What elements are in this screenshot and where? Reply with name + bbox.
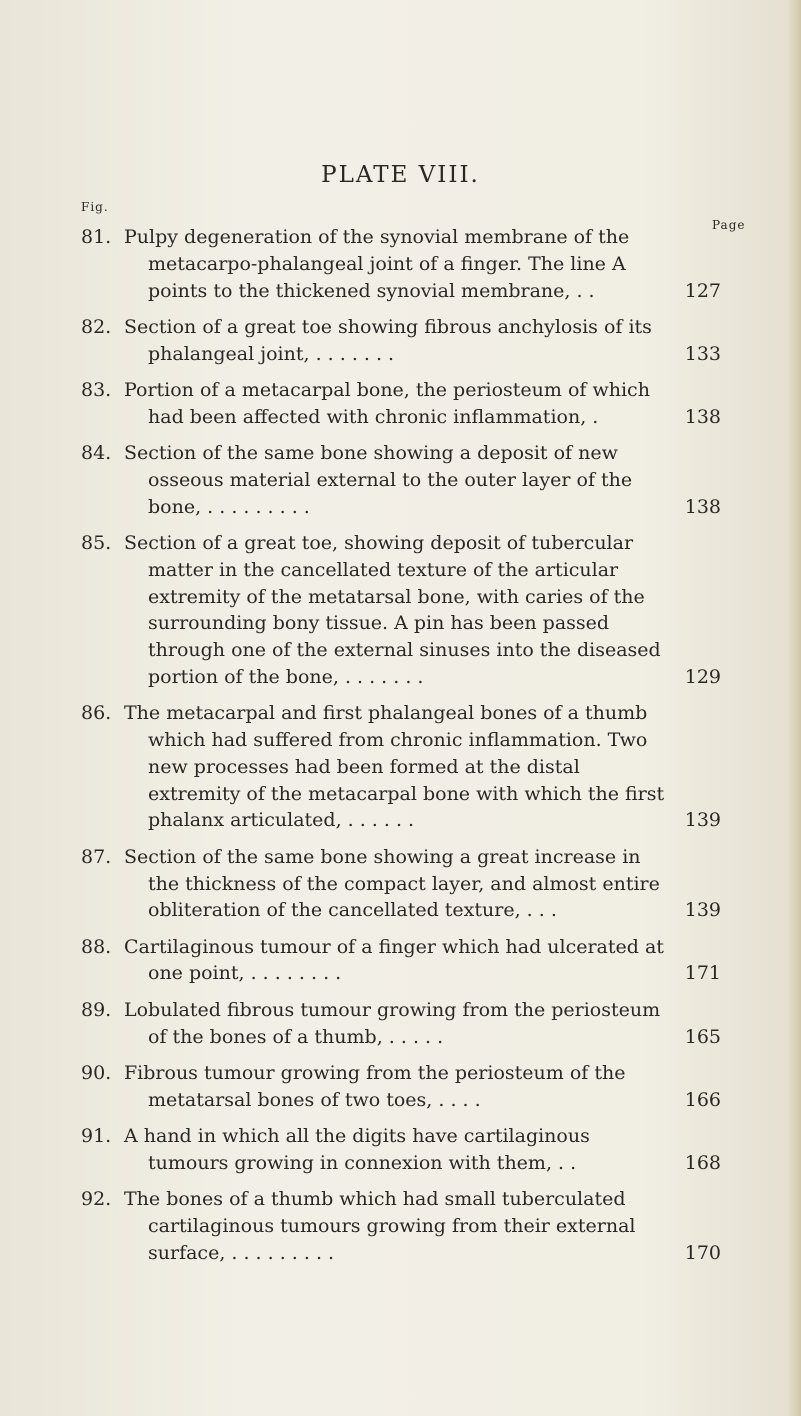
figure-description: The metacarpal and first phalangeal bones of a thumb which had suffered from chronic inflammation. Two new processes had been formed at the distal extremity of the metacarpal bone with which the first phalanx articulated, . . . . . . bbox=[124, 702, 665, 832]
list-item bbox=[81, 224, 721, 304]
figure-description: Fibrous tumour growing from the periosteum of the metatarsal bones of two toes, . . . . bbox=[124, 1061, 626, 1111]
figure-number: 89. bbox=[81, 998, 112, 1021]
figure-description: Portion of a metacarpal bone, the periosteum of which had been affected with chronic inflammation, . bbox=[124, 378, 650, 428]
list-item bbox=[81, 700, 721, 834]
figure-description: A hand in which all the digits have cartilaginous tumours growing in connexion with them, . . bbox=[124, 1124, 590, 1174]
page-number: 170 bbox=[684, 1241, 721, 1264]
figure-description: Section of the same bone showing a great increase in the thickness of the compact layer, and almost entire obliteration of the cancellated texture, . . . bbox=[124, 845, 660, 922]
page-number: 133 bbox=[684, 342, 721, 365]
page-edge-shadow bbox=[787, 0, 801, 1416]
list-item bbox=[81, 1060, 721, 1114]
figure-description: Cartilaginous tumour of a finger which had ulcerated at one point, . . . . . . . . bbox=[124, 935, 664, 985]
list-item bbox=[81, 934, 721, 988]
figure-description: The bones of a thumb which had small tuberculated cartilaginous tumours growing from their external surface, . . . . . . . . . bbox=[124, 1188, 636, 1264]
figure-number: 87. bbox=[81, 845, 112, 868]
figure-number: 91. bbox=[81, 1124, 112, 1147]
list-item bbox=[81, 997, 721, 1051]
page-number: 165 bbox=[684, 1025, 721, 1048]
page-number: 168 bbox=[684, 1151, 721, 1174]
list-item bbox=[81, 844, 721, 924]
figure-list bbox=[81, 224, 721, 1276]
figure-number: 83. bbox=[81, 378, 112, 401]
list-item bbox=[81, 377, 721, 431]
figure-description: Pulpy degeneration of the synovial membrane of the metacarpo-phalangeal joint of a finger. The line A points to the thickened synovial membrane, . . bbox=[124, 226, 630, 302]
figure-number: 88. bbox=[81, 935, 112, 958]
page-number: 139 bbox=[684, 899, 721, 922]
figure-number: 86. bbox=[81, 702, 112, 725]
list-item bbox=[81, 1186, 721, 1266]
page-number: 129 bbox=[684, 665, 721, 688]
figure-number: 92. bbox=[81, 1188, 112, 1210]
figure-description: Lobulated fibrous tumour growing from the periosteum of the bones of a thumb, . . . . . bbox=[124, 998, 661, 1048]
figure-number: 84. bbox=[81, 442, 112, 465]
page-column-header: Page bbox=[712, 218, 746, 232]
fig-column-header: Fig. bbox=[81, 200, 109, 214]
list-item bbox=[81, 314, 721, 368]
list-item bbox=[81, 440, 721, 520]
figure-number: 82. bbox=[81, 315, 112, 338]
figure-description: Section of a great toe, showing deposit of tubercular matter in the cancellated texture of the articular extremity of the metatarsal bone, with caries of the surrounding bony tissue. A pin has been passed through one of the external sinuses into the diseased portion of the bone, . . . . . . . bbox=[124, 531, 661, 688]
page-number: 138 bbox=[684, 405, 721, 428]
figure-description: Section of the same bone showing a deposit of new osseous material external to the outer layer of the bone, . . . . . . . . . bbox=[124, 442, 633, 518]
plate-title: PLATE VIII. bbox=[321, 162, 480, 188]
page-number: 139 bbox=[684, 809, 721, 832]
list-item bbox=[81, 530, 721, 691]
page-number: 171 bbox=[684, 962, 721, 985]
figure-number: 90. bbox=[81, 1061, 112, 1084]
list-item bbox=[81, 1123, 721, 1177]
figure-number: 85. bbox=[81, 531, 112, 554]
page-number: 166 bbox=[684, 1088, 721, 1111]
page-number: 138 bbox=[684, 495, 721, 518]
figure-description: Section of a great toe showing fibrous anchylosis of its phalangeal joint, . . . . . . . bbox=[124, 315, 652, 365]
page-number: 127 bbox=[684, 279, 721, 302]
figure-number: 81. bbox=[81, 226, 112, 248]
